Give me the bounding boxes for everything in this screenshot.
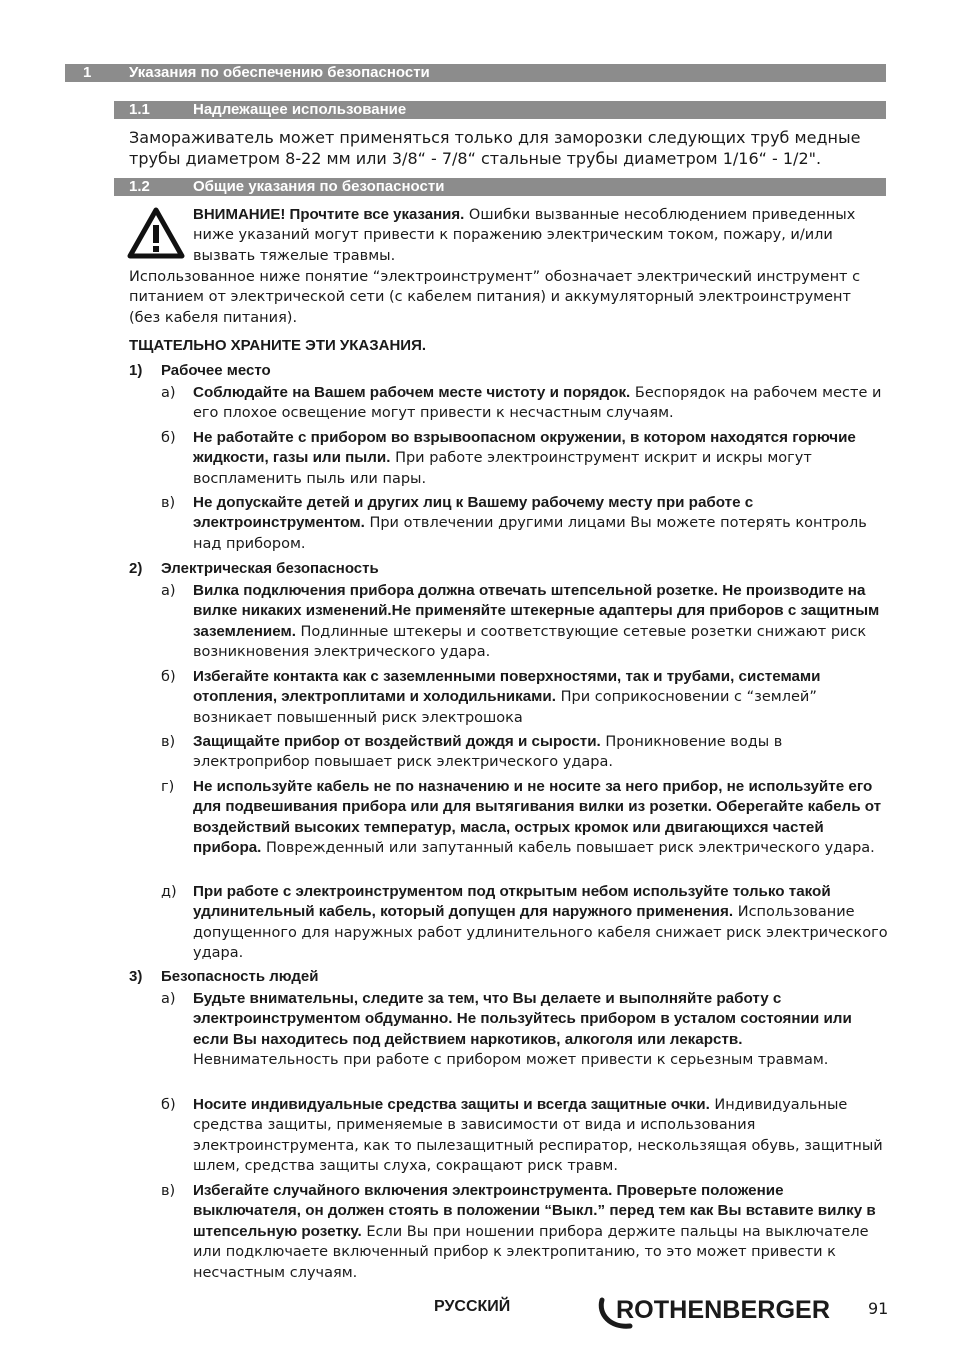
rothenberger-logo bbox=[596, 1292, 836, 1332]
item-text: Беспорядок на рабочем месте и его плохое освещение могут привести к несчастным случаям. bbox=[193, 385, 882, 422]
item-bold: Будьте внимательны, следите за тем, что Вы делаете и выполняйте работу с электроинструментом обдуманно. Не пользуйтесь прибором в усталом состоянии или если Вы находитесь под действием наркотиков, алкоголя или лекарств. bbox=[193, 990, 852, 1048]
item-bold: Защищайте прибор от воздействий дождя и сырости. bbox=[193, 733, 601, 750]
item-text: Если Вы при ношении прибора держите пальцы на выключателе или подключаете включенный прибор к электропитанию, то это может привести к несчастным случаям. bbox=[193, 1223, 869, 1281]
section-title: Указания по обеспечению безопасности bbox=[129, 64, 430, 81]
warning-bold: ВНИМАНИЕ! Прочтите все указания. bbox=[193, 206, 465, 223]
item-bold: При работе с электроинструментом под открытым небом используйте только такой удлинительный кабель, который допущен для наружного применения. bbox=[193, 883, 831, 921]
page-number: 91 bbox=[868, 1299, 889, 1318]
item-label: в) bbox=[161, 1183, 176, 1199]
warning-rest: Ошибки вызванные несоблюдением приведенных ниже указаний могут привести к поражению электрическим током, пожару, и/или вызвать тяжелые травмы. bbox=[193, 207, 856, 264]
item-label: б) bbox=[161, 430, 176, 446]
item-bold: Носите индивидуальные средства защиты и всегда защитные очки. bbox=[193, 1096, 710, 1113]
subsection-title: Электрическая безопасность bbox=[161, 560, 379, 577]
list-item bbox=[193, 581, 888, 663]
list-item bbox=[193, 777, 888, 859]
item-bold: Избегайте контакта как с заземленными поверхностями, так и трубами, системами отопления, электроплитами и холодильниками. bbox=[193, 668, 821, 706]
section-number: 1.2 bbox=[129, 178, 150, 195]
subsection-number: 3) bbox=[129, 968, 143, 985]
section-number: 1 bbox=[83, 64, 92, 81]
footer-language: РУССКИЙ bbox=[434, 1298, 511, 1315]
warning-triangle-icon bbox=[127, 207, 185, 259]
list-item bbox=[193, 493, 888, 554]
list-item bbox=[193, 428, 888, 489]
item-label: б) bbox=[161, 1097, 176, 1113]
item-bold: Не допускайте детей и других лиц к Вашему рабочему месту при работе с электроинструментом. bbox=[193, 494, 754, 532]
item-bold: Соблюдайте на Вашем рабочем месте чистоту и порядок. bbox=[193, 384, 631, 401]
item-bold: Не работайте с прибором во взрывоопасном окружении, в котором находятся горючие жидкости, газы или пыли. bbox=[193, 429, 856, 467]
brand-name: ROTHENBERGER bbox=[616, 1296, 830, 1324]
item-text: Невнимательность при работе с прибором может привести к серьезным травмам. bbox=[193, 1052, 829, 1069]
item-text: При соприкосновении с “землей” возникает повышенный риск электрошока bbox=[193, 689, 817, 726]
section-header-1-2 bbox=[114, 178, 886, 196]
item-text: При работе электроинструмент искрит и искры могут воспламенить пыль или пары. bbox=[193, 450, 812, 487]
item-label: а) bbox=[161, 991, 176, 1007]
item-label: в) bbox=[161, 734, 176, 750]
list-item bbox=[193, 1181, 888, 1283]
list-item bbox=[193, 882, 888, 964]
list-item bbox=[193, 667, 888, 728]
item-label: а) bbox=[161, 385, 176, 401]
subsection-title: Безопасность людей bbox=[161, 968, 319, 985]
subsection-number: 2) bbox=[129, 560, 143, 577]
item-label: б) bbox=[161, 669, 176, 685]
subsection-number: 1) bbox=[129, 362, 143, 379]
warning-text bbox=[193, 205, 883, 266]
section-header-1-1 bbox=[114, 101, 886, 119]
item-text: Использование допущенного для наружных работ удлинительного кабеля снижает риск электрического удара. bbox=[193, 904, 888, 962]
definition-text: Использованное ниже понятие “электроинструмент” обозначает электрический инструмент с питанием от электрической сети (с кабелем питания) и аккумуляторный электроинструмент (без кабеля питания). bbox=[129, 269, 861, 326]
item-label: г) bbox=[161, 779, 175, 795]
section-number: 1.1 bbox=[129, 101, 150, 118]
item-text: Проникновение воды в электроприбор повышает риск электрического удара. bbox=[193, 734, 783, 771]
item-text: Подлинные штекеры и соответствующие сетевые розетки снижают риск возникновения электрического удара. bbox=[193, 623, 867, 661]
keep-instructions: ТЩАТЕЛЬНО ХРАНИТЕ ЭТИ УКАЗАНИЯ. bbox=[129, 337, 427, 354]
intended-use-text: Замораживатель может применяться только для заморозки следующих труб медные трубы диаметром 8-22 мм или 3/8“ - 7/8“ стальные трубы диаметром 1/16“ - 1/2". bbox=[129, 128, 861, 168]
section-title: Надлежащее использование bbox=[193, 101, 407, 118]
item-bold: Избегайте случайного включения электроинструмента. Проверьте положение выключателя, он должен стоять в положении “Выкл.” перед тем как Вы вставите вилку в штепсельную розетку. bbox=[193, 1182, 876, 1240]
list-item bbox=[193, 989, 888, 1071]
section-title: Общие указания по безопасности bbox=[193, 178, 445, 195]
item-text: Поврежденный или запутанный кабель повышает риск электрического удара. bbox=[261, 840, 875, 857]
item-bold: Вилка подключения прибора должна отвечать штепсельной розетке. Не производите на вилке никаких изменений.Не применяйте штекерные адаптеры для приборов с защитным заземлением. bbox=[193, 582, 880, 640]
section-header-1 bbox=[65, 64, 886, 82]
item-bold: Не используйте кабель не по назначению и не носите за него прибор, не используйте его для подвешивания прибора или для вытягивания вилки из розетки. Оберегайте кабель от воздействий высоких температур, масла, острых кромок или двигающихся частей прибора. bbox=[193, 778, 882, 857]
item-text: При отвлечении другими лицами Вы можете потерять контроль над прибором. bbox=[193, 515, 867, 552]
list-item bbox=[193, 732, 888, 773]
item-label: а) bbox=[161, 583, 176, 599]
item-label: в) bbox=[161, 495, 176, 511]
item-text: Индивидуальные средства защиты, применяемые в зависимости от вида и использования электроинструмента, как то пылезащитный респиратор, нескользящая обувь, защитный шлем, средства защиты слуха, сокращают риск травм. bbox=[193, 1097, 883, 1175]
subsection-title: Рабочее место bbox=[161, 362, 271, 379]
item-label: д) bbox=[161, 884, 177, 900]
list-item bbox=[193, 1095, 888, 1177]
list-item bbox=[193, 383, 888, 424]
